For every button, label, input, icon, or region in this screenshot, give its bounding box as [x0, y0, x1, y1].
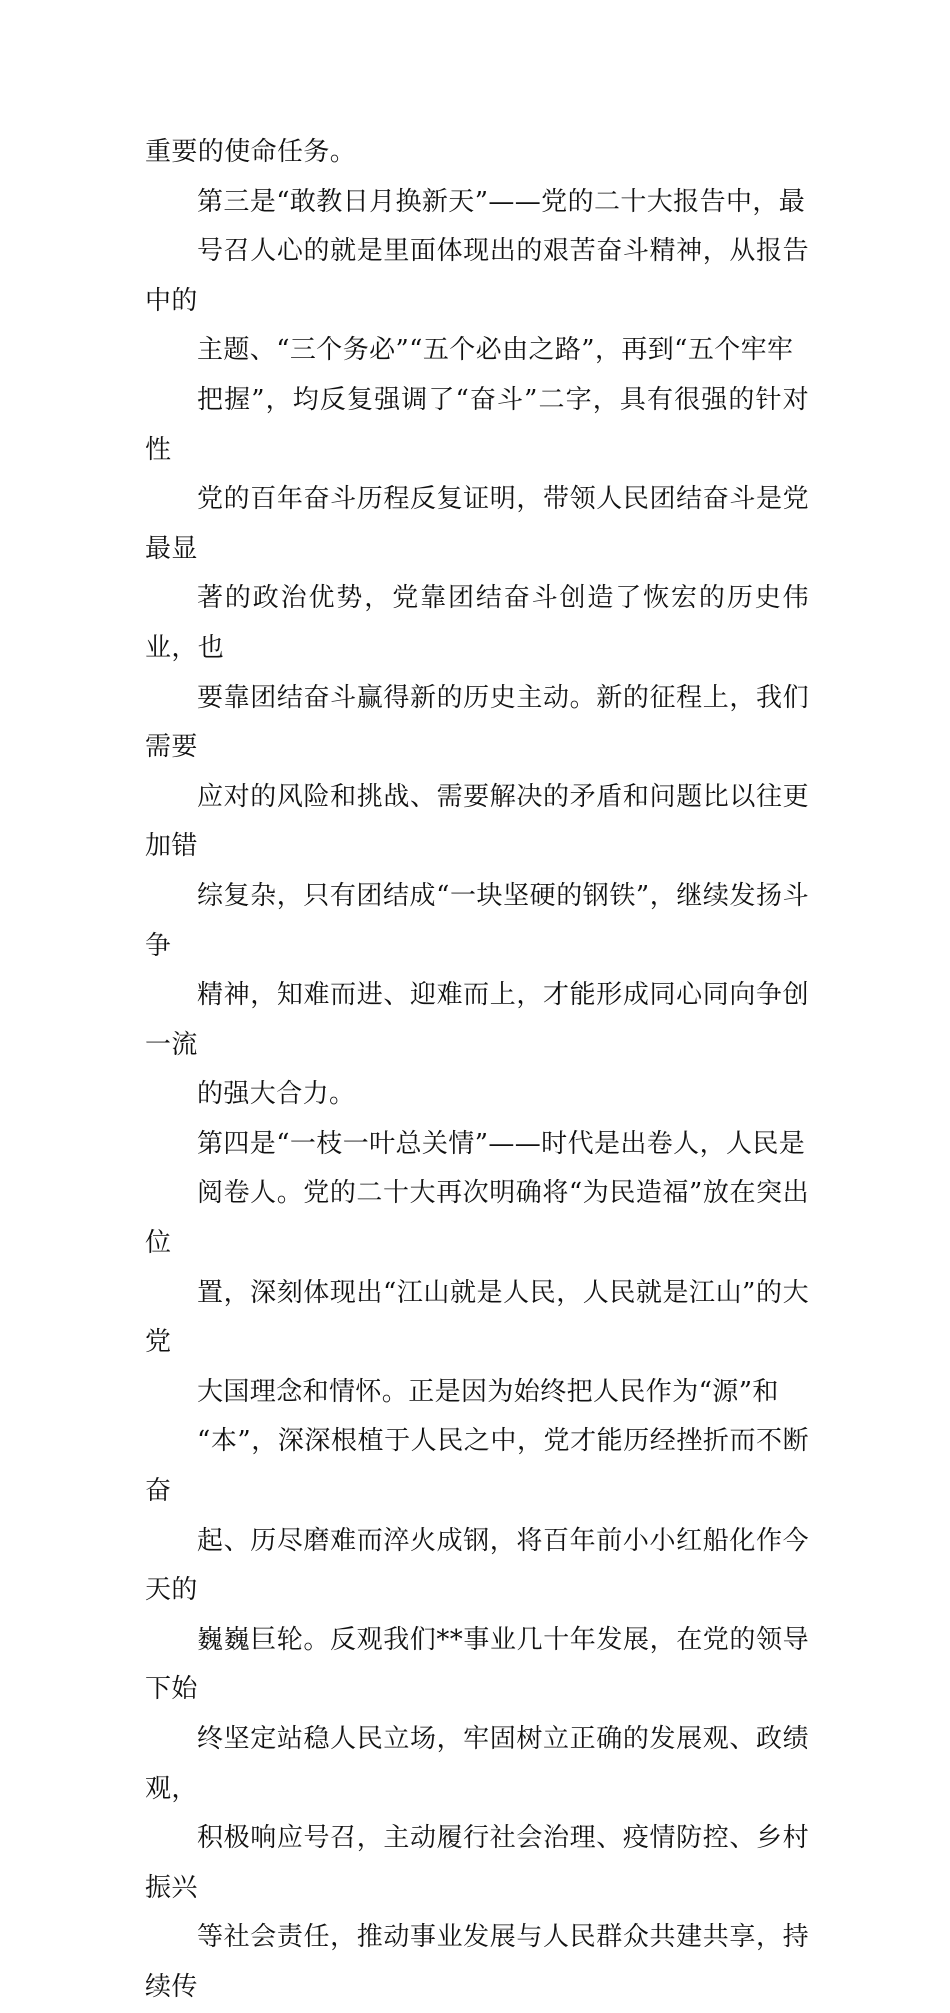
text-line: 综复杂，只有团结成“一块坚硬的钢铁”，继续发扬斗争	[145, 880, 809, 961]
text-line: 要靠团结奋斗赢得新的历史主动。新的征程上，我们需要	[145, 682, 809, 763]
text-line: 巍巍巨轮。反观我们**事业几十年发展，在党的领导下始	[145, 1624, 809, 1705]
text-line: 第四是“一枝一叶总关情”——时代是出卷人，人民是	[197, 1128, 806, 1159]
text-line: “本”，深深根植于人民之中，党才能历经挫折而不断奋	[145, 1426, 809, 1507]
text-line: 等社会责任，推动事业发展与人民群众共建共享，持续传	[145, 1922, 809, 2002]
paragraph-3	[145, 1120, 809, 2013]
text-line: 起、历尽磨难而淬火成钢，将百年前小小红船化作今天的	[145, 1525, 809, 1606]
text-line: 把握”，均反复强调了“奋斗”二字，具有很强的针对性	[145, 384, 809, 465]
text-line: 置，深刻体现出“江山就是人民，人民就是江山”的大党	[145, 1277, 809, 1358]
text-line: 的强大合力。	[197, 1079, 356, 1110]
text-line: 重要的使命任务。	[145, 137, 357, 167]
text-line: 积极响应号召，主动履行社会治理、疫情防控、乡村振兴	[145, 1823, 809, 1903]
text-line: 号召人心的就是里面体现出的艰苦奋斗精神，从报告中的	[145, 236, 809, 316]
text-line: 著的政治优势，党靠团结奋斗创造了恢宏的历史伟业，也	[145, 583, 809, 663]
paragraph-2	[145, 178, 809, 1120]
text-line: 党的百年奋斗历程反复证明，带领人民团结奋斗是党最显	[145, 484, 809, 564]
body-text	[145, 128, 809, 2013]
text-line: 终坚定站稳人民立场，牢固树立正确的发展观、政绩观，	[145, 1724, 809, 1804]
text-line: 精神，知难而进、迎难而上，才能形成同心同向争创一流	[145, 980, 809, 1060]
text-line: 阅卷人。党的二十大再次明确将“为民造福”放在突出位	[145, 1178, 809, 1259]
text-line: 主题、“三个务必”“五个必由之路”，再到“五个牢牢	[197, 335, 794, 366]
paragraph-1	[145, 128, 809, 178]
text-line: 第三是“敢教日月换新天”——党的二十大报告中，最	[197, 186, 806, 217]
text-line: 大国理念和情怀。正是因为始终把人民作为“源”和	[197, 1376, 779, 1407]
text-line: 应对的风险和挑战、需要解决的矛盾和问题比以往更加错	[145, 781, 809, 862]
